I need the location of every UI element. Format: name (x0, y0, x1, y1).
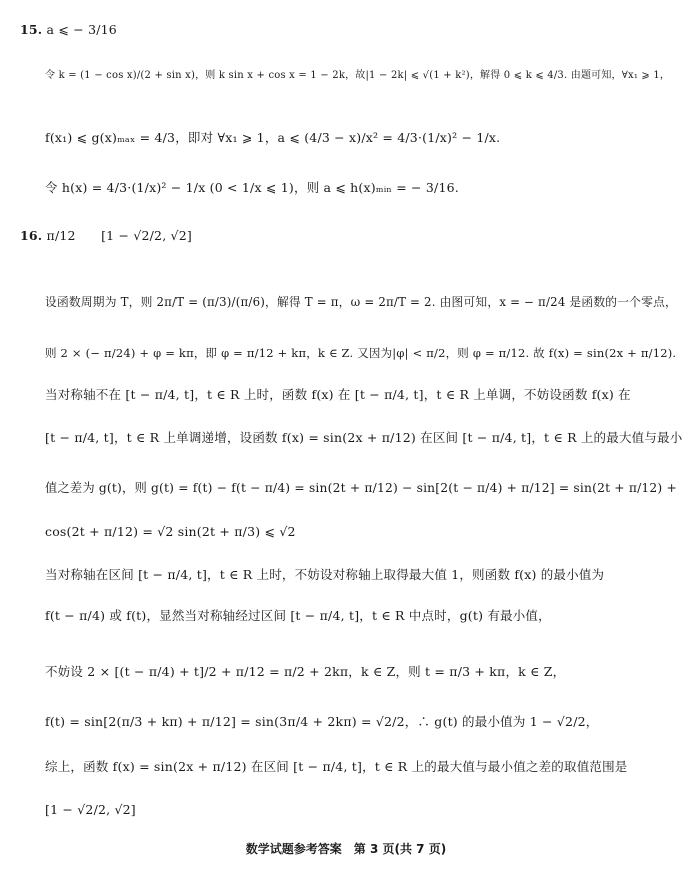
page-footer: 数学试题参考答案 第 3 页(共 7 页) (245, 842, 447, 856)
q16-line-3: 当对称轴不在 [t − π/4, t]，t ∈ R 上时，函数 f(x) 在 [t − π/4, t]，t ∈ R 上单调，不妨设函数 f(x) 在 (45, 387, 631, 402)
q16-number: 16. (20, 228, 43, 243)
q15-number: 15. (20, 22, 43, 37)
q16-line-10: f(t) = sin[2(π/3 + kπ) + π/12] = sin(3π/4 + 2kπ) = √2/2，∴ g(t) 的最小值为 1 − √2/2， (45, 714, 599, 729)
q16-line-1: 设函数周期为 T，则 2π/T = (π/3)/(π/6)，解得 T = π，ω = 2π/T = 2. 由图可知，x = − π/24 是函数的一个零点， (45, 295, 677, 309)
q15-line-3: 令 h(x) = 4/3·(1/x)² − 1/x (0 < 1/x ⩽ 1)，则 a ⩽ h(x)ₘᵢₙ = − 3/16. (45, 180, 459, 195)
q15-header (20, 20, 117, 40)
q16-line-12: [1 − √2/2, √2] (45, 802, 136, 817)
q16-line-4: [t − π/4, t]，t ∈ R 上单调递增，设函数 f(x) = sin(2x + π/12) 在区间 [t − π/4, t]，t ∈ R 上的最大值与最小 (45, 430, 683, 445)
q16-header (20, 226, 192, 246)
q16-line-5: 值之差为 g(t)，则 g(t) = f(t) − f(t − π/4) = sin(2t + π/12) − sin[2(t − π/4) + π/12] = sin(2t + π/12) + (45, 481, 677, 495)
q15-line-1: 令 k = (1 − cos x)/(2 + sin x)，则 k sin x + cos x = 1 − 2k，故|1 − 2k| ⩽ √(1 + k²)，解得 0 ⩽ k ⩽ 4/3. 由题可知，∀x₁ ⩾ 1， (45, 70, 671, 81)
q16-line-8: f(t − π/4) 或 f(t)，显然当对称轴经过区间 [t − π/4, t]，t ∈ R 中点时，g(t) 有最小值， (45, 608, 551, 623)
q16-line-6: cos(2t + π/12) = √2 sin(2t + π/3) ⩽ √2 (45, 524, 296, 539)
q16-line-9: 不妨设 2 × [(t − π/4) + t]/2 + π/12 = π/2 + 2kπ，k ∈ Z，则 t = π/3 + kπ，k ∈ Z， (45, 664, 566, 679)
q16-answer: π/12 [1 − √2/2, √2] (46, 228, 192, 243)
q16-line-11: 综上，函数 f(x) = sin(2x + π/12) 在区间 [t − π/4, t]，t ∈ R 上的最大值与最小值之差的取值范围是 (45, 759, 628, 774)
q15-answer: a ⩽ − 3/16 (46, 22, 117, 37)
q15-line-2: f(x₁) ⩽ g(x)ₘₐₓ = 4/3，即对 ∀x₁ ⩾ 1，a ⩽ (4/3 − x)/x² = 4/3·(1/x)² − 1/x. (45, 130, 501, 145)
q16-line-7: 当对称轴在区间 [t − π/4, t]，t ∈ R 上时，不妨设对称轴上取得最大值 1，则函数 f(x) 的最小值为 (45, 567, 605, 582)
q16-line-2: 则 2 × (− π/24) + φ = kπ，即 φ = π/12 + kπ，k ∈ Z. 又因为|φ| < π/2，则 φ = π/12. 故 f(x) = sin(2x + π/12). (45, 346, 677, 360)
